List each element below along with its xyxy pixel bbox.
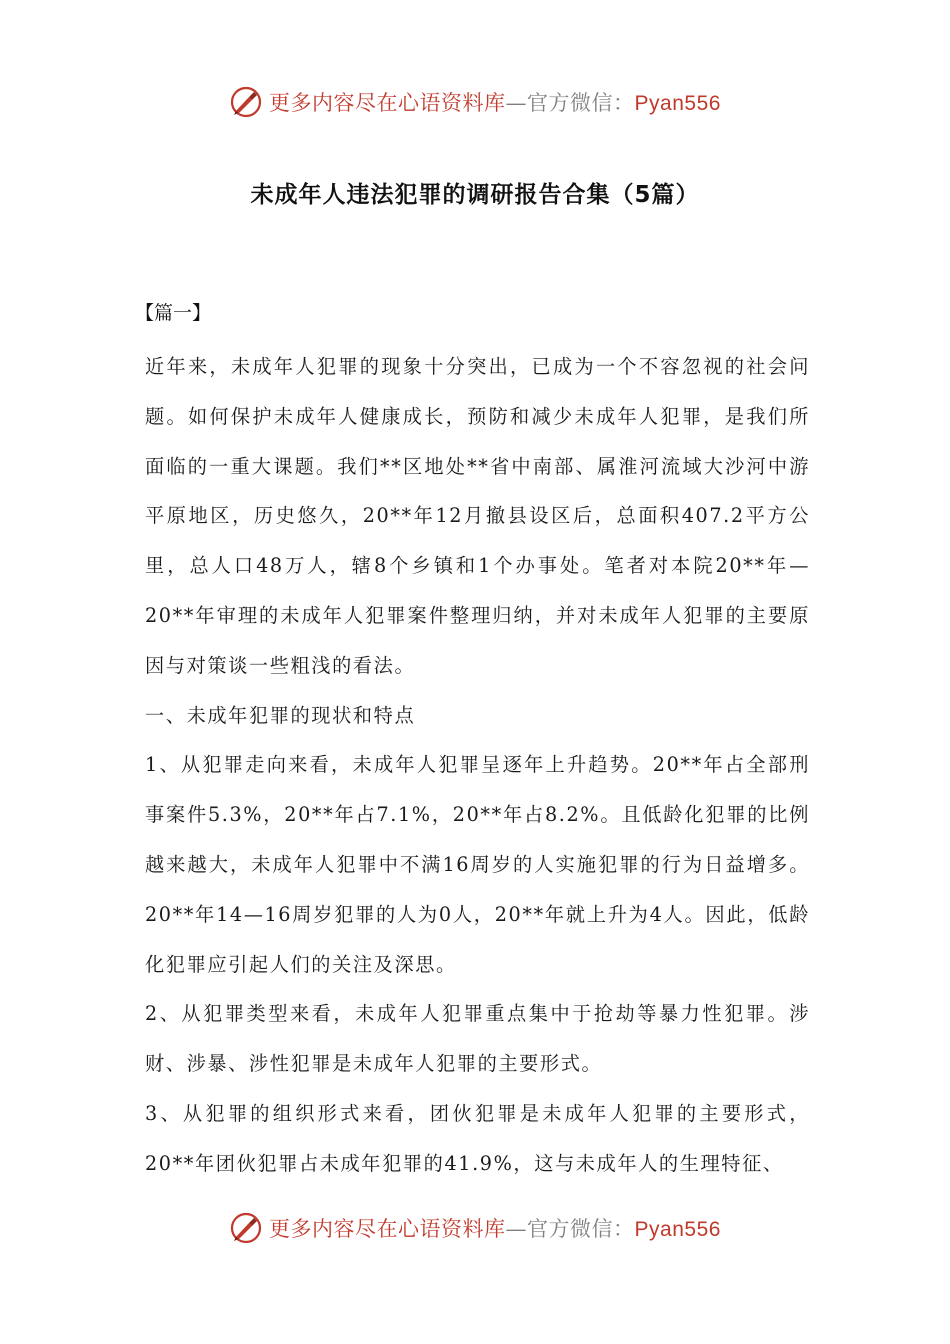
document-body <box>135 300 810 1189</box>
paragraph: 1、从犯罪走向来看，未成年人犯罪呈逐年上升趋势。20**年占全部刑事案件5.3%，20**年占7.1%，20**年占8.2%。且低龄化犯罪的比例越来越大，未成年人犯罪中不满16周岁的人实施犯罪的行为日益增多。20**年14—16周岁犯罪的人为0人，20**年就上升为4人。因此，低龄化犯罪应引起人们的关注及深思。 <box>145 753 810 976</box>
watermark-brand: 更多内容尽在心语资料库 <box>269 1217 506 1241</box>
watermark-brand: 更多内容尽在心语资料库 <box>269 91 506 115</box>
pen-logo-icon <box>229 1211 263 1245</box>
section-heading: 一、未成年犯罪的现状和特点 <box>145 703 416 727</box>
watermark-banner-bottom <box>0 1208 950 1248</box>
paragraph: 近年来，未成年人犯罪的现象十分突出，已成为一个不容忽视的社会问题。如何保护未成年人健康成长，预防和减少未成年人犯罪，是我们所面临的一重大课题。我们**区地处**省中南部、属淮河流域大沙河中游平原地区，历史悠久，20**年12月撤县设区后，总面积407.2平方公里，总人口48万人，辖8个乡镇和1个办事处。笔者对本院20**年—20**年审理的未成年人犯罪案件整理归纳，并对未成年人犯罪的主要原因与对策谈一些粗浅的看法。 <box>145 355 810 677</box>
watermark-content <box>229 85 721 119</box>
watermark-contact-label: 官方微信： <box>527 91 635 115</box>
watermark-content <box>229 1211 721 1245</box>
pen-logo-icon <box>229 85 263 119</box>
paragraph: 2、从犯罪类型来看，未成年人犯罪重点集中于抢劫等暴力性犯罪。涉财、涉暴、涉性犯罪是未成年人犯罪的主要形式。 <box>145 1002 810 1076</box>
watermark-banner-top <box>0 82 950 122</box>
watermark-separator: — <box>505 1217 528 1241</box>
watermark-contact-id: Pyan556 <box>634 92 721 115</box>
paragraph: 3、从犯罪的组织形式来看，团伙犯罪是未成年人犯罪的主要形式，20**年团伙犯罪占未成年犯罪的41.9%，这与未成年人的生理特征、 <box>145 1101 810 1175</box>
section-label: 【篇一】 <box>135 302 212 324</box>
watermark-contact-label: 官方微信： <box>527 1217 635 1241</box>
watermark-text <box>269 1213 721 1243</box>
watermark-text <box>269 87 721 117</box>
document-title: 未成年人违法犯罪的调研报告合集（5篇） <box>250 182 700 208</box>
watermark-separator: — <box>505 91 528 115</box>
watermark-contact-id: Pyan556 <box>634 1218 721 1241</box>
